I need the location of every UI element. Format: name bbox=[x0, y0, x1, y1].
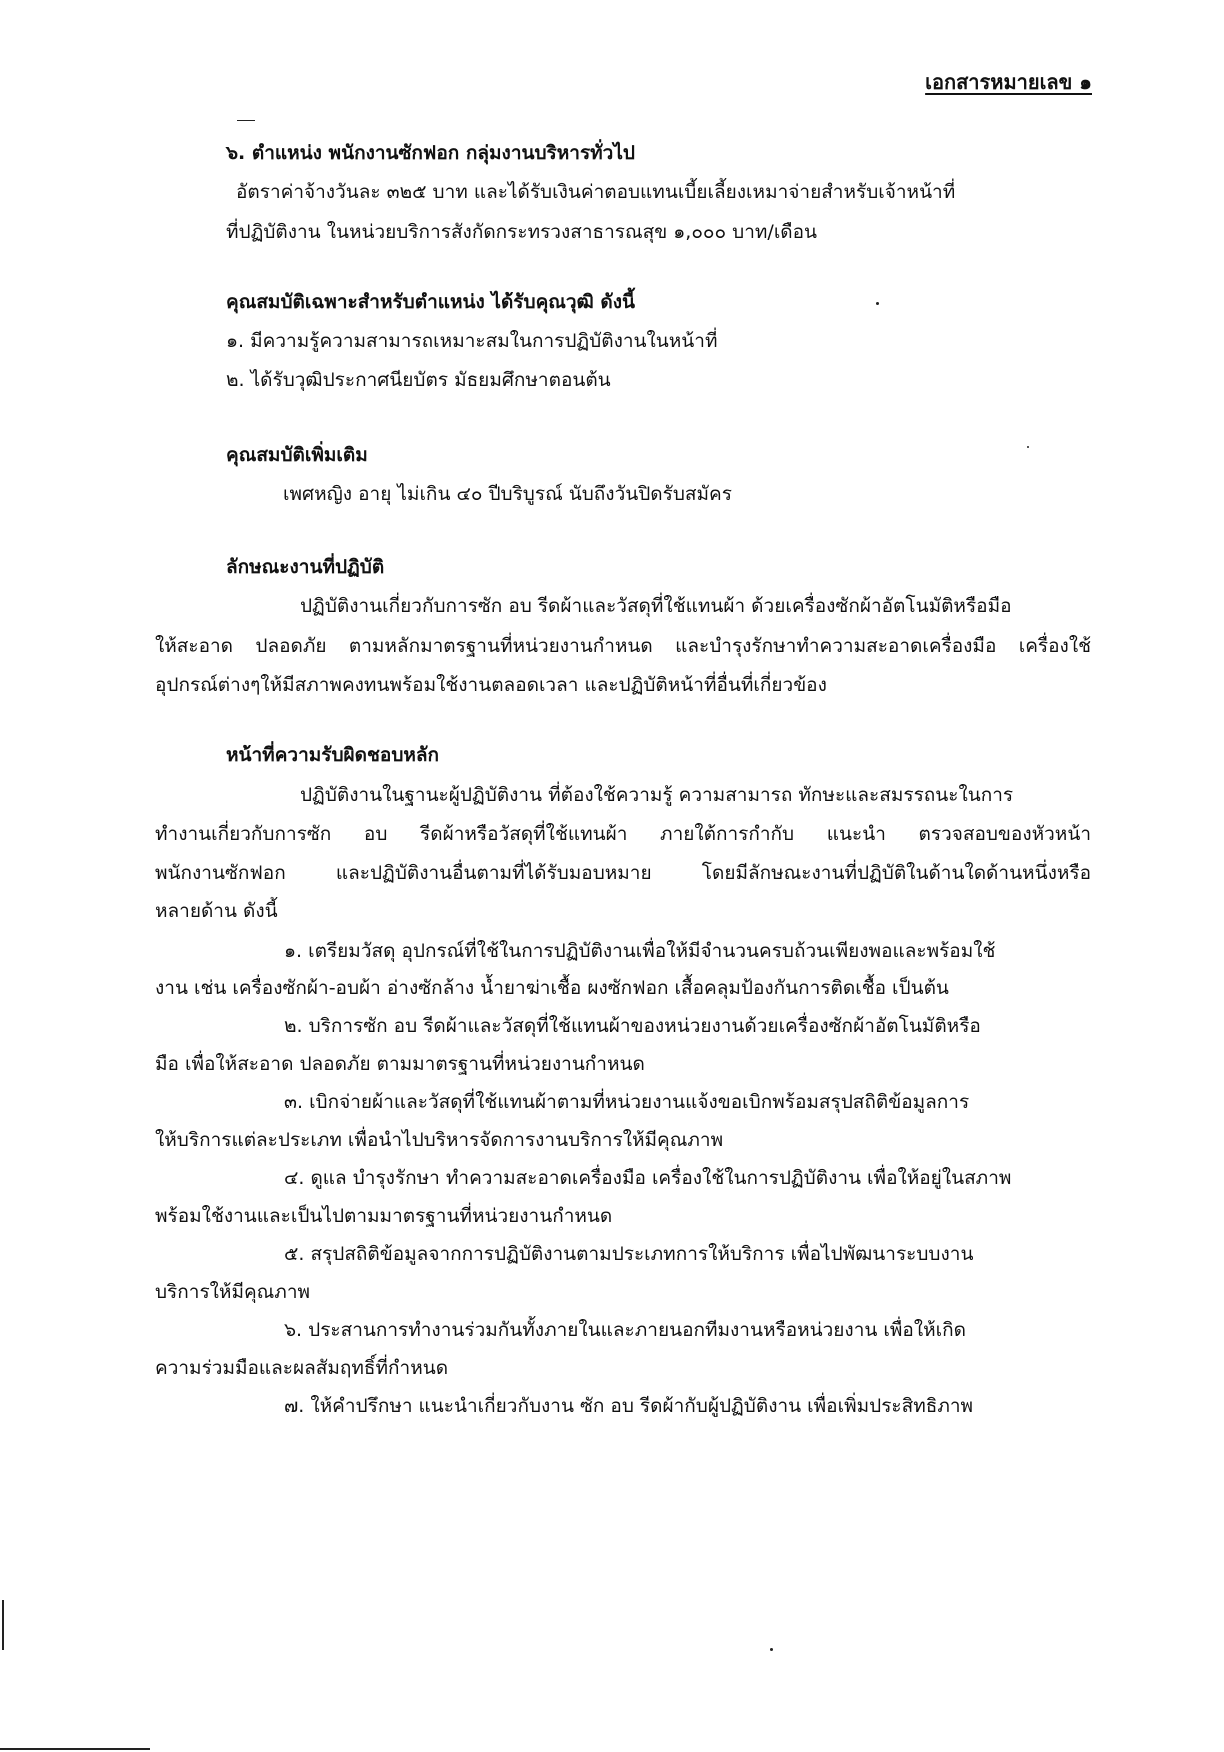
responsibility-item-2-first: ๒. บริการซัก อบ รีดผ้าและวัสดุที่ใช้แทนผ้าของหน่วยงานด้วยเครื่องซักผ้าอัตโนมัติหรือ bbox=[284, 1015, 981, 1037]
responsibility-item-4-rest: พร้อมใช้งานและเป็นไปตามมาตรฐานที่หน่วยงานกำหนด bbox=[155, 1205, 613, 1227]
responsibility-item-1-first: ๑. เตรียมวัสดุ อุปกรณ์ที่ใช้ในการปฏิบัติงานเพื่อให้มีจำนวนครบถ้วนเพียงพอและพร้อมใช้ bbox=[284, 940, 996, 962]
job-nature-line-2: ให้สะอาด ปลอดภัย ตามหลักมาตรฐานที่หน่วยงานกำหนด และบำรุงรักษาทำความสะอาดเครื่องมือ เครื่องใช้ bbox=[155, 635, 1091, 657]
scan-artifact bbox=[0, 1748, 150, 1750]
responsibility-item-3-first: ๓. เบิกจ่ายผ้าและวัสดุที่ใช้แทนผ้าตามที่หน่วยงานแจ้งขอเบิกพร้อมสรุปสถิติข้อมูลการ bbox=[284, 1091, 970, 1113]
scan-artifact bbox=[1027, 446, 1029, 448]
responsibility-item-7-first: ๗. ให้คำปรึกษา แนะนำเกี่ยวกับงาน ซัก อบ รีดผ้ากับผู้ปฏิบัติงาน เพื่อเพิ่มประสิทธิภาพ bbox=[284, 1395, 974, 1417]
wage-line-2: ที่ปฏิบัติงาน ในหน่วยบริการสังกัดกระทรวงสาธารณสุข ๑,๐๐๐ บาท/เดือน bbox=[226, 221, 818, 243]
responsibility-item-6-rest: ความร่วมมือและผลสัมฤทธิ์ที่กำหนด bbox=[155, 1357, 449, 1379]
responsibility-item-2-rest: มือ เพื่อให้สะอาด ปลอดภัย ตามมาตรฐานที่หน่วยงานกำหนด bbox=[155, 1053, 645, 1075]
responsibilities-intro-2: ทำงานเกี่ยวกับการซัก อบ รีดผ้าหรือวัสดุที่ใช้แทนผ้า ภายใต้การกำกับ แนะนำ ตรวจสอบของหัวหน้า bbox=[155, 823, 1091, 845]
responsibilities-intro-4: หลายด้าน ดังนี้ bbox=[155, 900, 278, 922]
responsibilities-intro-1: ปฏิบัติงานในฐานะผู้ปฏิบัติงาน ที่ต้องใช้ความรู้ ความสามารถ ทักษะและสมรรถนะในการ bbox=[300, 784, 1014, 806]
responsibility-item-5-first: ๕. สรุปสถิติข้อมูลจากการปฏิบัติงานตามประเภทการให้บริการ เพื่อไปพัฒนาระบบงาน bbox=[284, 1243, 974, 1265]
qualifications-heading: คุณสมบัติเฉพาะสำหรับตำแหน่ง ได้รับคุณวุฒิ ดังนี้ bbox=[226, 291, 635, 313]
responsibility-item-5-rest: บริการให้มีคุณภาพ bbox=[155, 1281, 311, 1303]
responsibility-item-3-rest: ให้บริการแต่ละประเภท เพื่อนำไปบริหารจัดการงานบริการให้มีคุณภาพ bbox=[155, 1129, 724, 1151]
responsibility-item-4-first: ๔. ดูแล บำรุงรักษา ทำความสะอาดเครื่องมือ เครื่องใช้ในการปฏิบัติงาน เพื่อให้อยู่ในสภาพ bbox=[284, 1167, 1012, 1189]
position-heading: ๖. ตำแหน่ง พนักงานซักฟอก กลุ่มงานบริหารทั่วไป bbox=[226, 142, 635, 164]
wage-line-1: อัตราค่าจ้างวันละ ๓๒๕ บาท และได้รับเงินค่าตอบแทนเบี้ยเลี้ยงเหมาจ่ายสำหรับเจ้าหน้าที่ bbox=[236, 181, 956, 203]
qualification-item-1: ๑. มีความรู้ความสามารถเหมาะสมในการปฏิบัติงานในหน้าที่ bbox=[226, 330, 718, 352]
qualification-item-2: ๒. ได้รับวุฒิประกาศนียบัตร มัธยมศึกษาตอนต้น bbox=[226, 369, 611, 391]
job-nature-heading: ลักษณะงานที่ปฏิบัติ bbox=[226, 556, 385, 578]
responsibilities-heading: หน้าที่ความรับผิดชอบหลัก bbox=[226, 744, 440, 766]
responsibilities-intro-3: พนักงานซักฟอก และปฏิบัติงานอื่นตามที่ได้รับมอบหมาย โดยมีลักษณะงานที่ปฏิบัติในด้านใดด้านหนึ่งหรือ bbox=[155, 862, 1091, 884]
scan-artifact bbox=[876, 302, 879, 305]
responsibility-item-6-first: ๖. ประสานการทำงานร่วมกันทั้งภายในและภายนอกทีมงานหรือหน่วยงาน เพื่อให้เกิด bbox=[284, 1319, 966, 1341]
job-nature-line-1: ปฏิบัติงานเกี่ยวกับการซัก อบ รีดผ้าและวัสดุที่ใช้แทนผ้า ด้วยเครื่องซักผ้าอัตโนมัติหรือมือ bbox=[300, 595, 1012, 617]
document-reference: เอกสารหมายเลข ๑ bbox=[925, 70, 1092, 94]
additional-text: เพศหญิง อายุ ไม่เกิน ๔๐ ปีบริบูรณ์ นับถึงวันปิดรับสมัคร bbox=[283, 483, 732, 505]
responsibility-item-1-rest: งาน เช่น เครื่องซักผ้า-อบผ้า อ่างซักล้าง น้ำยาฆ่าเชื้อ ผงซักฟอก เสื้อคลุมป้องกันการติดเชื้อ เป็นต้น bbox=[155, 977, 949, 999]
additional-heading: คุณสมบัติเพิ่มเติม bbox=[226, 444, 368, 466]
scan-artifact bbox=[770, 1648, 773, 1651]
job-nature-line-3: อุปกรณ์ต่างๆให้มีสภาพคงทนพร้อมใช้งานตลอดเวลา และปฏิบัติหน้าที่อื่นที่เกี่ยวข้อง bbox=[155, 674, 827, 696]
scan-artifact bbox=[2, 1600, 4, 1650]
scan-artifact bbox=[237, 120, 255, 121]
